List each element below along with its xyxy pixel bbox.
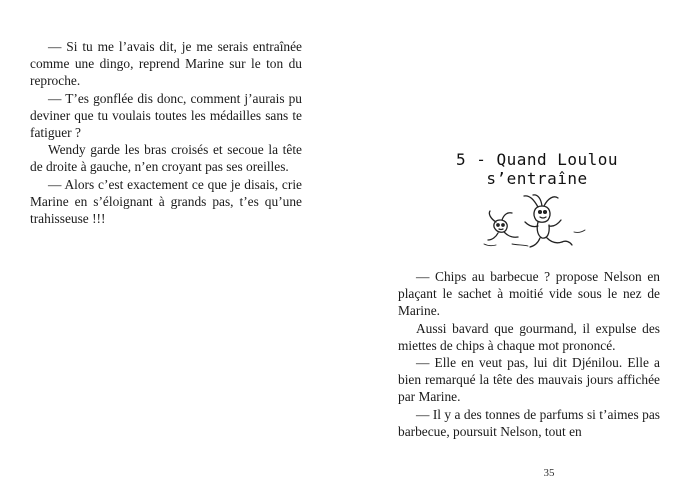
paragraph: — T’es gonflée dis donc, comment j’aurais pu deviner que tu voulais toutes les médailles sans te fatiguer ? [30, 90, 302, 141]
running-rabbits-illustration [478, 192, 588, 254]
right-page-text [398, 268, 660, 440]
paragraph: Wendy garde les bras croisés et secoue la tête de droite à gauche, n’en croyant pas ses oreilles. [30, 142, 302, 175]
page-number: 35 [543, 467, 555, 479]
paragraph: — Si tu me l’avais dit, je me serais entraînée comme une dingo, reprend Marine sur le ton du reproche. [30, 39, 302, 89]
paragraph: — Chips au barbecue ? propose Nelson en plaçant le sachet à moitié vide sous le nez de Marine. [398, 269, 660, 319]
paragraph: — Il y a des tonnes de parfums si t’aimes pas barbecue, poursuit Nelson, tout en [398, 406, 660, 439]
right-page [350, 0, 700, 496]
left-page-text [30, 38, 302, 227]
chapter-title: 5 - Quand Loulou s’entraîne [455, 150, 619, 188]
paragraph: Aussi bavard que gourmand, il expulse des miettes de chips à chaque mot prononcé. [398, 320, 660, 353]
paragraph: — Alors c’est exactement ce que je disais, crie Marine en s’éloignant à grands pas, t’es qu’une trahisseuse !!! [30, 176, 302, 227]
paragraph: — Elle en veut pas, lui dit Djénilou. Elle a bien remarqué la tête des mauvais jours affichée par Marine. [398, 355, 660, 405]
